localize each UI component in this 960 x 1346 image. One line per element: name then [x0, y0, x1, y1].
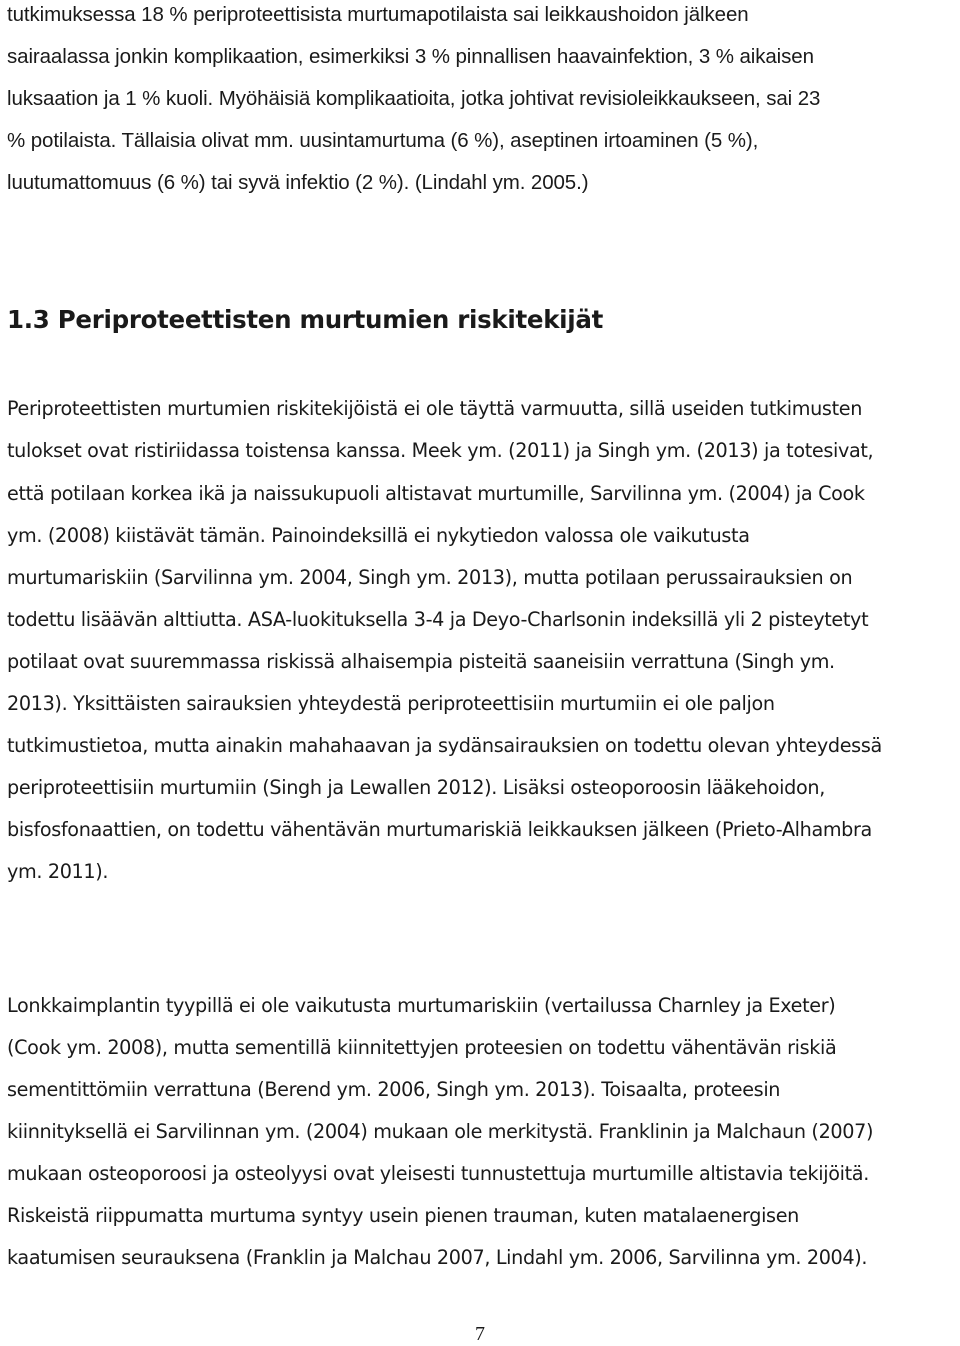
text-line: ym. (2008) kiistävät tämän. Painoindeksillä ei nykytiedon valossa ole vaikutusta: [7, 524, 750, 547]
text-line: että potilaan korkea ikä ja naissukupuoli altistavat murtumille, Sarvilinna ym. (2004) ja Cook: [7, 482, 865, 505]
text-line: potilaat ovat suuremmassa riskissä alhaisempia pisteitä saaneisiin verrattuna (Singh ym.: [7, 650, 835, 673]
text-line: tulokset ovat ristiriidassa toistensa kanssa. Meek ym. (2011) ja Singh ym. (2013) ja totesivat,: [7, 439, 874, 462]
text-line: % potilaista. Tällaisia olivat mm. uusintamurtuma (6 %), aseptinen irtoaminen (5 %),: [7, 129, 759, 152]
text-line: (Cook ym. 2008), mutta sementillä kiinnitettyjen proteesien on todettu vähentävän riskiä: [7, 1036, 837, 1059]
text-line: sairaalassa jonkin komplikaation, esimerkiksi 3 % pinnallisen haavainfektion, 3 % aikaisen: [7, 45, 814, 68]
text-line: luksaation ja 1 % kuoli. Myöhäisiä komplikaatioita, jotka johtivat revisioleikkaukseen, sai 23: [7, 87, 821, 110]
text-line: 2013). Yksittäisten sairauksien yhteydestä periproteettisiin murtumiin ei ole paljon: [7, 692, 775, 715]
text-line: Periproteettisten murtumien riskitekijöistä ei ole täyttä varmuutta, sillä useiden tutkimusten: [7, 397, 863, 420]
text-line: kiinnityksellä ei Sarvilinnan ym. (2004) mukaan ole merkitystä. Franklinin ja Malchaun (2007): [7, 1120, 874, 1143]
text-line: luutumattomuus (6 %) tai syvä infektio (2 %). (Lindahl ym. 2005.): [7, 171, 589, 194]
text-line: bisfosfonaattien, on todettu vähentävän murtumariskiä leikkauksen jälkeen (Prieto-Alhambra: [7, 818, 872, 841]
text-line: ym. 2011).: [7, 860, 109, 883]
text-line: Lonkkaimplantin tyypillä ei ole vaikutusta murtumariskiin (vertailussa Charnley ja Exeter): [7, 994, 836, 1017]
text-line: tutkimuksessa 18 % periproteettisista murtumapotilaista sai leikkaushoidon jälkeen: [7, 3, 749, 26]
text-line: periproteettisiin murtumiin (Singh ja Lewallen 2012). Lisäksi osteoporoosin lääkehoidon,: [7, 776, 825, 799]
text-line: todettu lisäävän alttiutta. ASA-luokituksella 3-4 ja Deyo-Charlsonin indeksillä yli 2 pisteytetyt: [7, 608, 869, 631]
page-number: 7: [475, 1323, 485, 1345]
section-heading: 1.3 Periproteettisten murtumien riskitekijät: [7, 305, 604, 334]
text-line: tutkimustietoa, mutta ainakin mahahaavan ja sydänsairauksien on todettu olevan yhteydessä: [7, 734, 882, 757]
text-line: Riskeistä riippumatta murtuma syntyy usein pienen trauman, kuten matalaenergisen: [7, 1204, 799, 1227]
text-line: mukaan osteoporoosi ja osteolyysi ovat yleisesti tunnustettuja murtumille altistavia tekijöitä.: [7, 1162, 869, 1185]
text-line: kaatumisen seurauksena (Franklin ja Malchau 2007, Lindahl ym. 2006, Sarvilinna ym. 2004).: [7, 1246, 868, 1269]
text-line: murtumariskiin (Sarvilinna ym. 2004, Singh ym. 2013), mutta potilaan perussairauksien on: [7, 566, 853, 589]
text-line: sementittömiin verrattuna (Berend ym. 2006, Singh ym. 2013). Toisaalta, proteesin: [7, 1078, 781, 1101]
